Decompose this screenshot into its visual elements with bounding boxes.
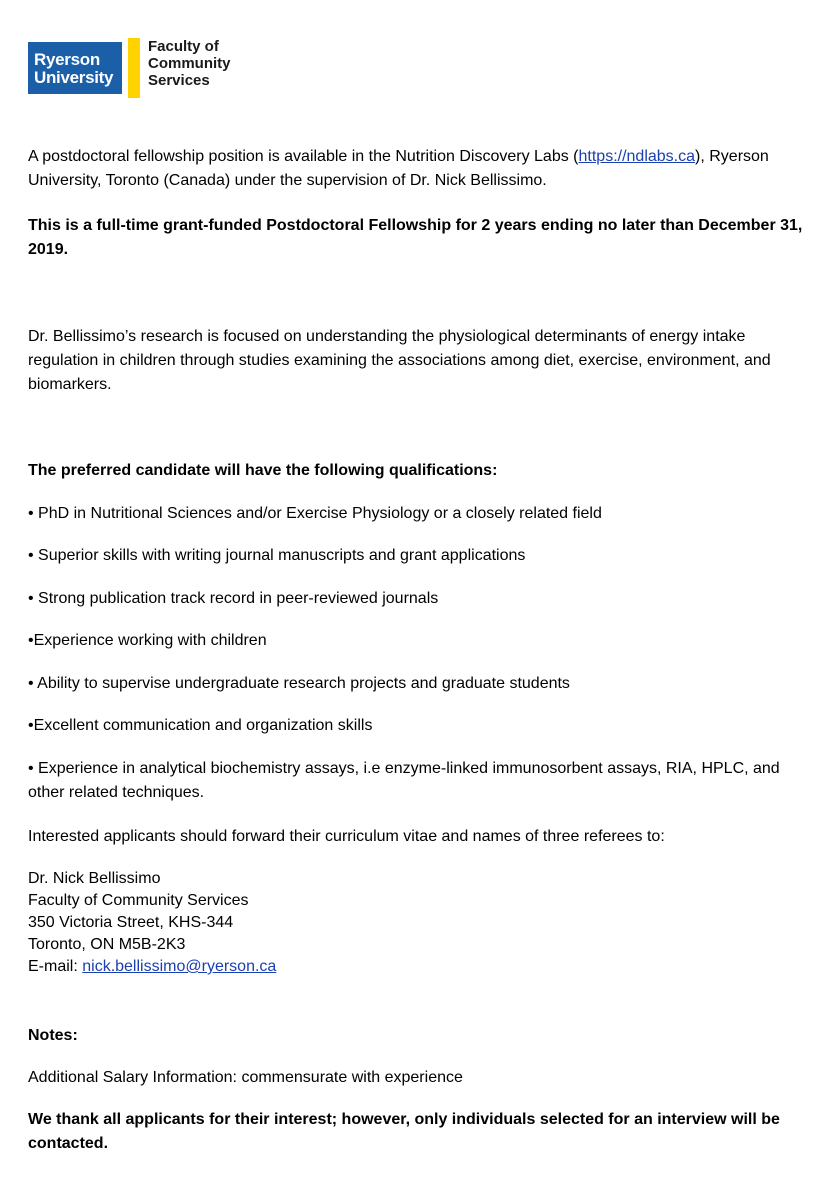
qualification-item: • Ability to supervise undergraduate research projects and graduate students <box>28 675 570 692</box>
notes-heading: Notes: <box>28 1027 78 1044</box>
logo-faculty-line1: Faculty of <box>148 38 219 55</box>
qualification-item: •Excellent communication and organization skills <box>28 717 373 734</box>
contact-email-line <box>28 956 808 978</box>
qualification-item: • Experience in analytical biochemistry assays, i.e enzyme-linked immunosorbent assays, RIA, HPLC, and other related techniques. <box>28 760 780 801</box>
fulltime-statement: This is a full-time grant-funded Postdoctoral Fellowship for 2 years ending no later than December 31, 2019. <box>28 217 803 258</box>
contact-city: Toronto, ON M5B-2K3 <box>28 936 186 953</box>
salary-information: Additional Salary Information: commensurate with experience <box>28 1069 463 1086</box>
university-logo-box <box>28 42 122 94</box>
qualifications-heading: The preferred candidate will have the following qualifications: <box>28 462 498 479</box>
intro-text-after-link: ), Ryerson University, Toronto (Canada) under the supervision of Dr. Nick Bellissimo. <box>28 148 769 189</box>
intro-paragraph <box>28 145 808 193</box>
closing-statement: We thank all applicants for their interest; however, only individuals selected for an interview will be contacted. <box>28 1111 780 1152</box>
qualification-item: • Strong publication track record in peer-reviewed journals <box>28 590 439 607</box>
contact-street: 350 Victoria Street, KHS-344 <box>28 914 234 931</box>
logo-faculty-line3: Services <box>148 72 210 89</box>
logo-faculty-line2: Community <box>148 55 231 72</box>
qualification-item: • Superior skills with writing journal manuscripts and grant applications <box>28 547 526 564</box>
apply-instructions: Interested applicants should forward their curriculum vitae and names of three referees to: <box>28 828 665 845</box>
contact-faculty: Faculty of Community Services <box>28 892 249 909</box>
logo-university-line1: Ryerson <box>34 50 100 69</box>
qualification-item: • PhD in Nutritional Sciences and/or Exercise Physiology or a closely related field <box>28 505 602 522</box>
email-link[interactable]: nick.bellissimo@ryerson.ca <box>82 958 277 975</box>
ndlabs-link[interactable]: https://ndlabs.ca <box>578 148 696 165</box>
research-paragraph: Dr. Bellissimo’s research is focused on understanding the physiological determinants of energy intake regulation in children through studies examining the associations among diet, exercise, environment, and biomarkers. <box>28 328 771 393</box>
contact-name: Dr. Nick Bellissimo <box>28 870 161 887</box>
intro-text-before-link: A postdoctoral fellowship position is available in the Nutrition Discovery Labs ( <box>28 148 579 165</box>
logo-university-line2: University <box>34 68 114 87</box>
logo-faculty-name <box>148 38 231 89</box>
contact-address <box>28 868 808 978</box>
email-label: E-mail: <box>28 958 83 975</box>
qualification-item: •Experience working with children <box>28 632 267 649</box>
logo-yellow-bar <box>128 38 140 98</box>
